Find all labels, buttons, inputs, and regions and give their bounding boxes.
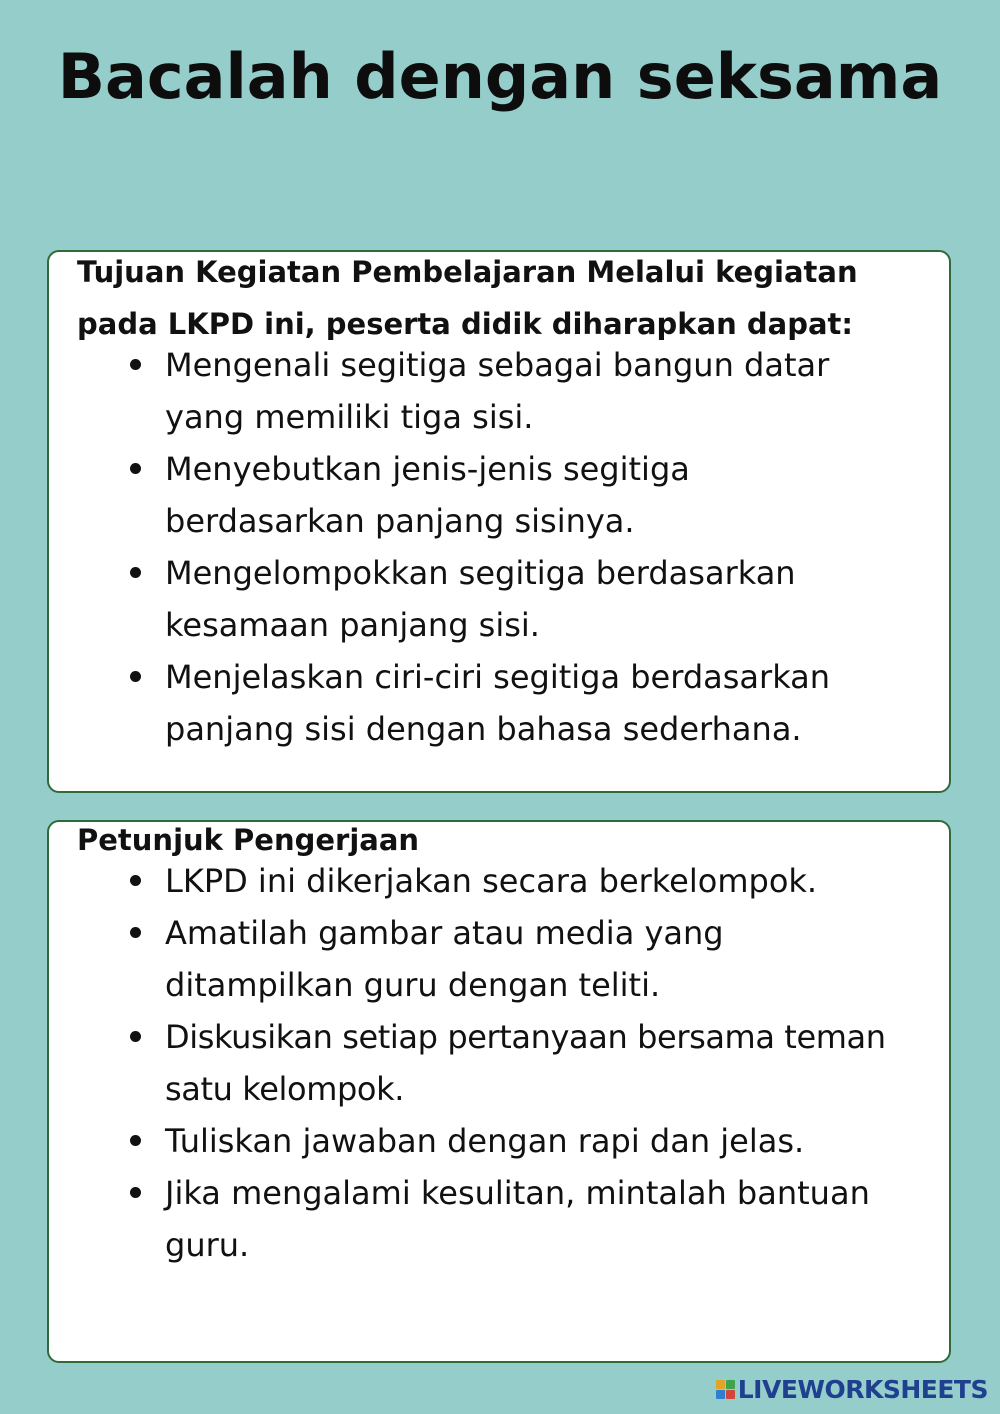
objectives-list — [49, 339, 959, 755]
bullet-icon — [130, 875, 141, 886]
list-item — [49, 907, 959, 1011]
list-item — [49, 339, 959, 443]
logo-square-i — [726, 1380, 735, 1389]
list-item — [49, 1011, 959, 1115]
logo-square-v — [716, 1390, 725, 1399]
logo-square-e — [726, 1390, 735, 1399]
list-item-text: Menjelaskan ciri-ciri segitiga berdasarkan panjang sisi dengan bahasa sederhana. — [165, 658, 831, 748]
list-item — [49, 1167, 959, 1271]
bullet-icon — [130, 567, 141, 578]
objectives-card — [47, 250, 951, 793]
bullet-icon — [130, 359, 141, 370]
liveworksheets-logo-icon — [716, 1380, 735, 1399]
list-item-text: LKPD ini dikerjakan secara berkelompok. — [165, 862, 818, 900]
list-item — [49, 1115, 959, 1167]
instructions-card — [47, 820, 951, 1363]
instructions-list — [49, 855, 959, 1271]
list-item-text: Tuliskan jawaban dengan rapi dan jelas. — [165, 1122, 805, 1160]
list-item-text: Mengelompokkan segitiga berdasarkan kesamaan panjang sisi. — [165, 554, 796, 644]
page-title: Bacalah dengan seksama — [57, 40, 943, 113]
list-item-text: Amatilah gambar atau media yang ditampilkan guru dengan teliti. — [165, 914, 724, 1004]
list-item-text: Diskusikan setiap pertanyaan bersama teman satu kelompok. — [165, 1018, 886, 1108]
bullet-icon — [130, 671, 141, 682]
logo-square-l — [716, 1380, 725, 1389]
liveworksheets-wordmark: LIVEWORKSHEETS — [737, 1374, 988, 1404]
bullet-icon — [130, 1187, 141, 1198]
liveworksheets-logo[interactable] — [716, 1372, 988, 1406]
instructions-heading: Petunjuk Pengerjaan — [77, 823, 420, 857]
bullet-icon — [130, 1031, 141, 1042]
objectives-heading: Tujuan Kegiatan Pembelajaran Melalui kegiatan pada LKPD ini, peserta didik diharapkan dapat: — [77, 255, 858, 341]
list-item-text: Mengenali segitiga sebagai bangun datar yang memiliki tiga sisi. — [165, 346, 830, 436]
list-item-text: Jika mengalami kesulitan, mintalah bantuan guru. — [165, 1174, 870, 1264]
list-item — [49, 651, 959, 755]
bullet-icon — [130, 1135, 141, 1146]
list-item — [49, 547, 959, 651]
bullet-icon — [130, 927, 141, 938]
list-item-text: Menyebutkan jenis-jenis segitiga berdasarkan panjang sisinya. — [165, 450, 690, 540]
list-item — [49, 855, 959, 907]
bullet-icon — [130, 463, 141, 474]
list-item — [49, 443, 959, 547]
